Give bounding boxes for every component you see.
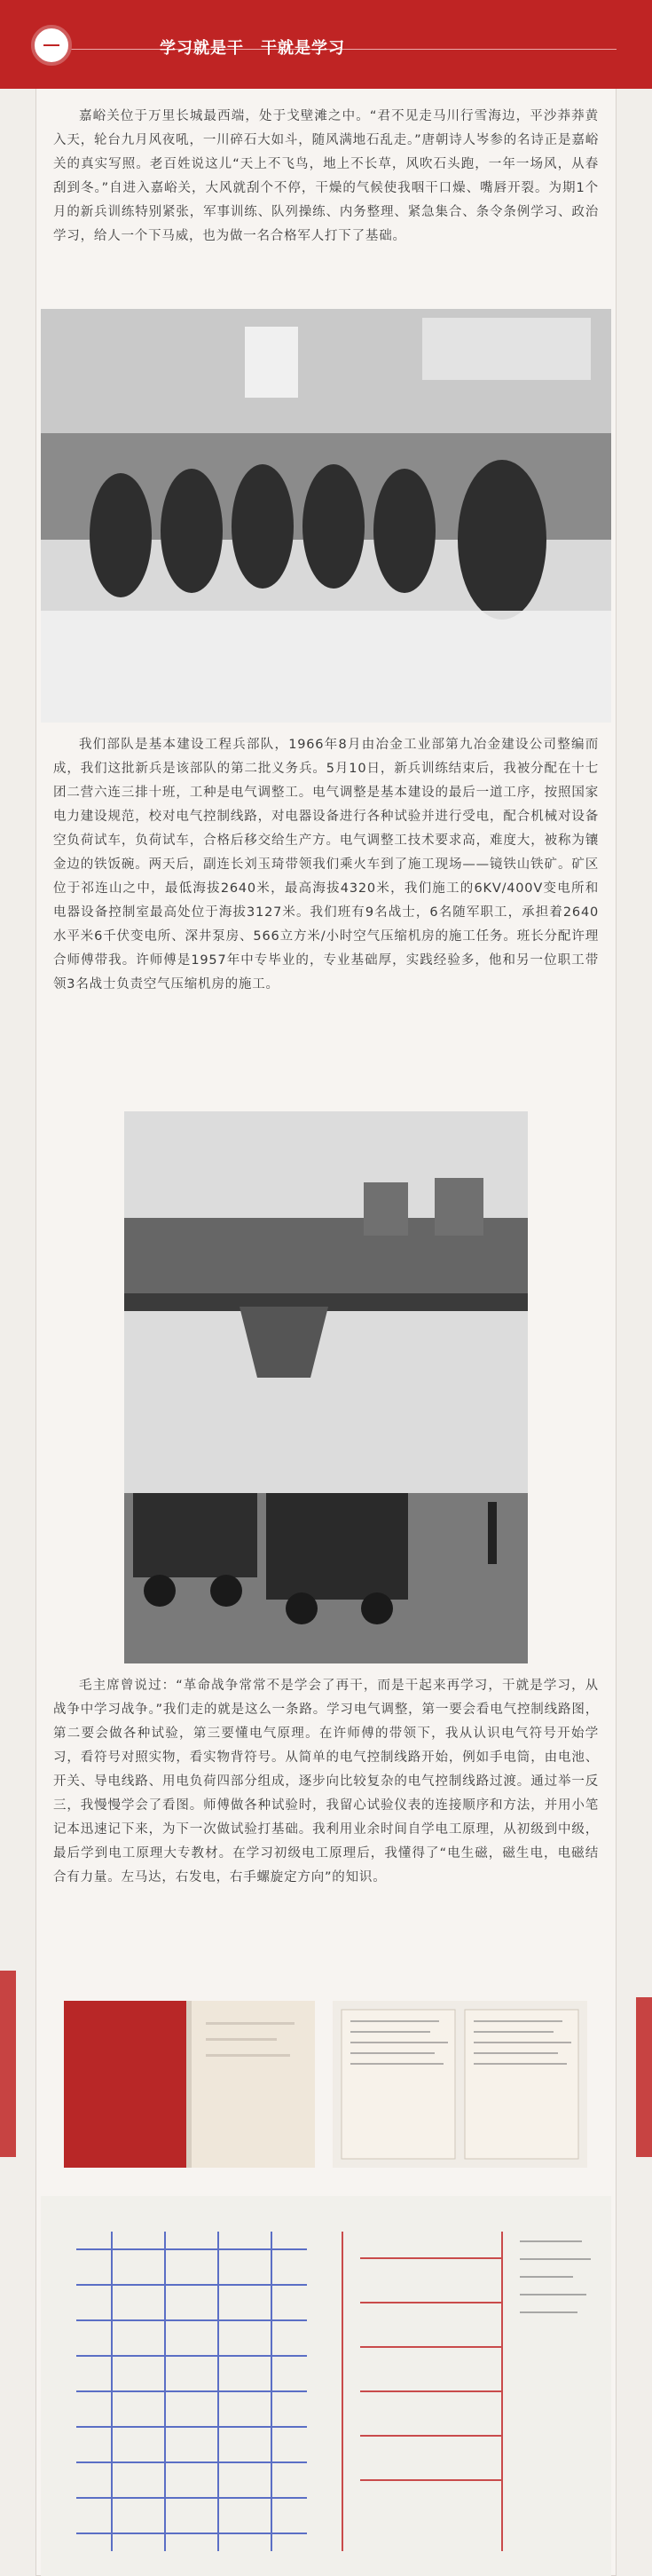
notebook-cover-illustration <box>64 2001 315 2168</box>
mine-site-photo <box>124 1111 528 1663</box>
notebook-pages-illustration <box>333 2001 587 2168</box>
paragraph-2: 我们部队是基本建设工程兵部队，1966年8月由冶金工业部第九冶金建设公司整编而成，我们这批新兵是该部队的第二批义务兵。5月10日，新兵训练结束后，我被分配在十七团二营六连三排十班，工种是电气调整工。电气调整是基本建设的最后一道工序，按照国家电力建设规范，校对电气控制线路，对电器设备进行各种试验并进行受电，配合机械对设备空负荷试车，负荷试车，合格后移交给生产方。电气调整工技术要求高，难度大，被称为镶金边的铁饭碗。两天后，副连长刘玉琦带领我们乘火车到了施工现场——镜铁山铁矿。矿区位于祁连山之中，最低海拔2640米，最高海拔4320米，我们施工的6KV/400V变电所和电器设备控制室最高处位于海拔3127米。我们班有9名战士，6名随军职工，承担着2640水平米6千伏变电所、深井泵房、566立方米/小时空气压缩机房的施工任务。班长分配许理合师傅带我。许师傅是1957年中专毕业的，专业基础厚，实践经验多，他和另一位职工带领3名战士负责空气压缩机房的施工。 <box>53 738 599 992</box>
left-red-edge <box>0 1971 16 2157</box>
paragraph-3: 毛主席曾说过：“革命战争常常不是学会了再干，而是干起来再学习，干就是学习，从战争中学习战争。”我们走的就是这么一条路。学习电气调整，第一要会看电气控制线路图，第二要会做各种试验，第三要懂电气原理。在许师傅的带领下，我从认识电气符号开始学习，看符号对照实物，看实物背符号。从简单的电气控制线路开始，例如手电筒，由电池、开关、导电线路、用电负荷四部分组成，逐步向比较复杂的电气控制线路过渡。通过举一反三，我慢慢学会了看图。师傅做各种试验时，我留心试验仪表的连接顺序和方法，并用小笔记本迅速记下来，为下一次做试验打基础。我利用业余时间自学电工原理，从初级到中级，最后学到电工原理大专教材。在学习初级电工原理后，我懂得了“电生磁，磁生电，电磁结合有力量。左马达，右发电，右手螺旋定方向”的知识。 <box>53 1679 599 1885</box>
paragraph-1: 嘉峪关位于万里长城最西端，处于戈壁滩之中。“君不见走马川行雪海边，平沙莽莽黄入天，轮台九月风夜吼，一川碎石大如斗，随风满地石乱走。”唐朝诗人岑参的名诗正是嘉峪关的真实写照。老百姓说这儿“天上不飞鸟，地上不长草，风吹石头跑，一年一场风，从春刮到冬。”自进入嘉峪关，大风就刮个不停，干燥的气候使我咽干口燥、嘴唇开裂。为期1个月的新兵训练特别紧张，军事训练、队列操练、内务整理、紧急集合、条令条例学习、政治学习，给人一个下马威，也为做一名合格军人打下了基础。 <box>53 109 599 243</box>
mine-site-photo-illustration <box>124 1111 528 1663</box>
logo-mark <box>43 44 59 46</box>
circuit-diagram-illustration <box>41 2196 611 2576</box>
right-red-edge <box>636 1997 652 2157</box>
training-photo <box>41 309 611 723</box>
logo <box>31 25 72 66</box>
training-photo-illustration <box>41 309 611 723</box>
circuit-diagram-photo <box>41 2196 611 2576</box>
notebook-cover-photo <box>64 2001 315 2168</box>
page-title: 学习就是干 干就是学习 <box>160 39 345 58</box>
notebook-pages-photo <box>333 2001 587 2168</box>
